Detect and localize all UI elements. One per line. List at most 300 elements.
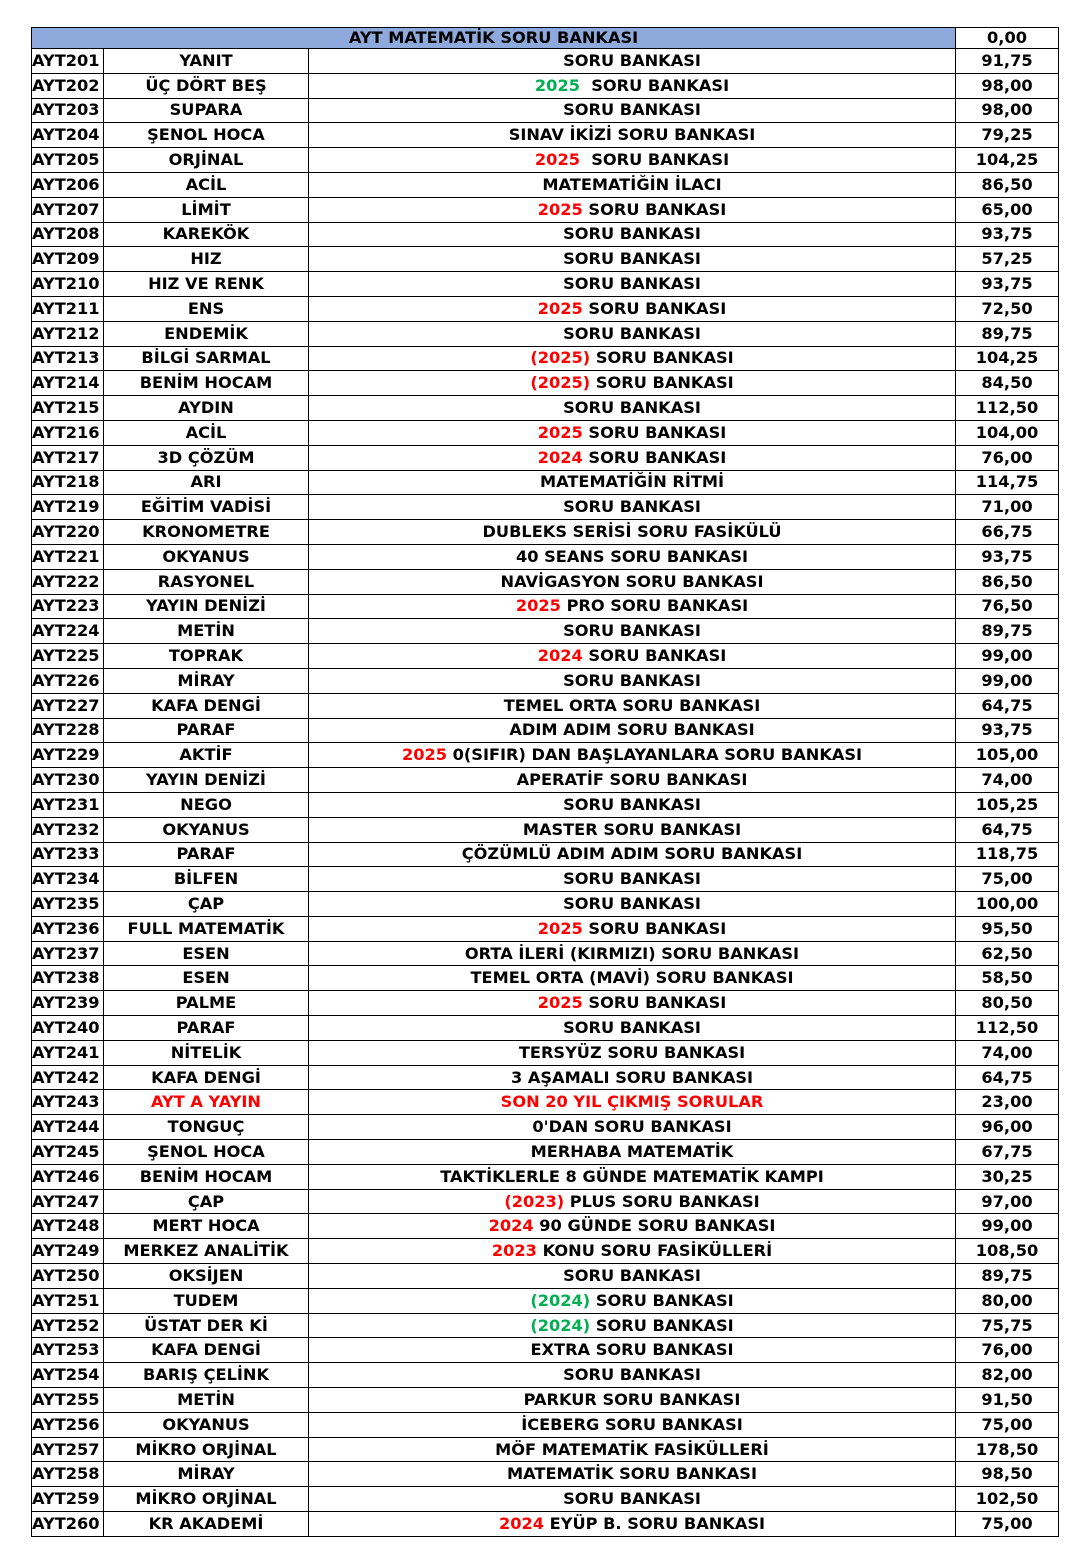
title-text: ÇÖZÜMLÜ ADIM ADIM SORU BANKASI <box>461 844 803 864</box>
book-code-cell: AYT232 <box>32 817 104 842</box>
publisher-cell: PARAF <box>104 718 309 743</box>
title-text: KONU SORU FASİKÜLLERİ <box>536 1241 773 1261</box>
book-title-cell <box>309 544 956 569</box>
publisher-cell: BİLGİ SARMAL <box>104 346 309 371</box>
publisher-cell: HIZ <box>104 247 309 272</box>
table-row <box>32 544 1059 569</box>
publisher-cell: MİKRO ORJİNAL <box>104 1487 309 1512</box>
price-cell: 112,50 <box>956 1016 1059 1041</box>
table-row <box>32 569 1059 594</box>
price-cell: 99,00 <box>956 668 1059 693</box>
table-row <box>32 619 1059 644</box>
publisher-cell: METİN <box>104 619 309 644</box>
book-title-cell <box>309 966 956 991</box>
book-code-cell: AYT204 <box>32 123 104 148</box>
book-code-cell: AYT256 <box>32 1412 104 1437</box>
title-text: SORU BANKASI <box>563 621 701 641</box>
title-year-highlight: 2025 <box>537 199 583 219</box>
title-year-highlight: (2025) <box>530 373 591 393</box>
title-text: 3 AŞAMALI SORU BANKASI <box>510 1067 754 1087</box>
title-text: SORU BANKASI <box>563 497 701 517</box>
title-text: TEMEL ORTA (MAVİ) SORU BANKASI <box>470 968 794 988</box>
book-code-cell: AYT239 <box>32 991 104 1016</box>
book-code-cell: AYT225 <box>32 644 104 669</box>
table-row <box>32 594 1059 619</box>
title-text: SINAV İKİZİ SORU BANKASI <box>508 125 756 145</box>
book-title-cell <box>309 842 956 867</box>
book-code-cell: AYT207 <box>32 197 104 222</box>
publisher-cell: ENDEMİK <box>104 321 309 346</box>
book-title-cell <box>309 1487 956 1512</box>
book-code-cell: AYT238 <box>32 966 104 991</box>
table-row <box>32 1016 1059 1041</box>
book-code-cell: AYT254 <box>32 1363 104 1388</box>
book-code-cell: AYT213 <box>32 346 104 371</box>
table-row <box>32 172 1059 197</box>
publisher-cell: BARIŞ ÇELİNK <box>104 1363 309 1388</box>
price-cell: 74,00 <box>956 768 1059 793</box>
title-text: SORU BANKASI <box>582 298 727 318</box>
price-cell: 98,00 <box>956 73 1059 98</box>
title-text: SORU BANKASI <box>563 398 701 418</box>
book-title-cell <box>309 445 956 470</box>
table-row <box>32 941 1059 966</box>
title-text: TERSYÜZ SORU BANKASI <box>518 1042 746 1062</box>
publisher-cell: BİLFEN <box>104 867 309 892</box>
table-row <box>32 1040 1059 1065</box>
book-code-cell: AYT216 <box>32 420 104 445</box>
publisher-cell: ŞENOL HOCA <box>104 123 309 148</box>
book-code-cell: AYT237 <box>32 941 104 966</box>
price-cell: 89,75 <box>956 619 1059 644</box>
price-cell: 95,50 <box>956 916 1059 941</box>
price-cell: 98,50 <box>956 1462 1059 1487</box>
book-title-cell <box>309 941 956 966</box>
price-cell: 64,75 <box>956 817 1059 842</box>
table-row <box>32 420 1059 445</box>
title-text: SORU BANKASI <box>590 1290 734 1310</box>
price-cell: 79,25 <box>956 123 1059 148</box>
table-row <box>32 1214 1059 1239</box>
publisher-cell: NEGO <box>104 792 309 817</box>
book-code-cell: AYT236 <box>32 916 104 941</box>
book-title-cell <box>309 743 956 768</box>
book-code-cell: AYT230 <box>32 768 104 793</box>
publisher-cell: METİN <box>104 1388 309 1413</box>
header-price-cell: 0,00 <box>956 28 1059 49</box>
book-title-cell <box>309 1288 956 1313</box>
publisher-cell: KRONOMETRE <box>104 520 309 545</box>
title-text: 0'DAN SORU BANKASI <box>532 1117 732 1137</box>
title-text: SORU BANKASI <box>563 50 701 70</box>
book-code-cell: AYT211 <box>32 296 104 321</box>
table-row <box>32 321 1059 346</box>
price-cell: 75,75 <box>956 1313 1059 1338</box>
book-code-cell: AYT246 <box>32 1164 104 1189</box>
title-year-highlight: 2023 <box>491 1241 537 1261</box>
price-list-table <box>31 27 1059 1537</box>
title-text: 90 GÜNDE SORU BANKASI <box>533 1216 776 1236</box>
book-code-cell: AYT228 <box>32 718 104 743</box>
book-title-cell <box>309 693 956 718</box>
title-year-highlight: 2025 <box>537 298 583 318</box>
book-code-cell: AYT253 <box>32 1338 104 1363</box>
price-list-body <box>32 28 1059 1537</box>
table-row <box>32 817 1059 842</box>
table-row <box>32 148 1059 173</box>
table-row <box>32 792 1059 817</box>
table-row <box>32 470 1059 495</box>
publisher-cell: MERKEZ ANALİTİK <box>104 1239 309 1264</box>
title-text: EXTRA SORU BANKASI <box>530 1340 734 1360</box>
title-year-highlight: 2025 <box>534 150 580 170</box>
book-title-cell <box>309 1512 956 1537</box>
table-row <box>32 272 1059 297</box>
table-row <box>32 1313 1059 1338</box>
table-row <box>32 693 1059 718</box>
table-row <box>32 1140 1059 1165</box>
table-row <box>32 296 1059 321</box>
publisher-cell: ENS <box>104 296 309 321</box>
table-row <box>32 1065 1059 1090</box>
title-text: SORU BANKASI <box>563 893 701 913</box>
price-cell: 76,50 <box>956 594 1059 619</box>
book-code-cell: AYT240 <box>32 1016 104 1041</box>
price-cell: 76,00 <box>956 445 1059 470</box>
publisher-cell: EĞİTİM VADİSİ <box>104 495 309 520</box>
book-code-cell: AYT229 <box>32 743 104 768</box>
title-year-highlight: 2024 <box>498 1513 545 1533</box>
title-text: PRO SORU BANKASI <box>560 596 749 616</box>
title-text: MERHABA MATEMATİK <box>530 1141 734 1161</box>
book-code-cell: AYT226 <box>32 668 104 693</box>
publisher-cell: TUDEM <box>104 1288 309 1313</box>
price-cell: 93,75 <box>956 544 1059 569</box>
book-code-cell: AYT248 <box>32 1214 104 1239</box>
title-text: ADIM ADIM SORU BANKASI <box>509 720 755 740</box>
book-code-cell: AYT224 <box>32 619 104 644</box>
publisher-cell: KR AKADEMİ <box>104 1512 309 1537</box>
title-text: NAVİGASYON SORU BANKASI <box>500 571 764 591</box>
publisher-cell: ÜÇ DÖRT BEŞ <box>104 73 309 98</box>
book-title-cell <box>309 1214 956 1239</box>
book-code-cell: AYT245 <box>32 1140 104 1165</box>
publisher-cell: 3D ÇÖZÜM <box>104 445 309 470</box>
price-cell: 100,00 <box>956 892 1059 917</box>
title-text: SORU BANKASI <box>590 373 734 393</box>
title-year-highlight: 2025 <box>537 993 583 1013</box>
table-row <box>32 1512 1059 1537</box>
publisher-cell: ARI <box>104 470 309 495</box>
book-code-cell: AYT215 <box>32 396 104 421</box>
publisher-cell: ÇAP <box>104 1189 309 1214</box>
book-code-cell: AYT250 <box>32 1264 104 1289</box>
book-title-cell <box>309 148 956 173</box>
book-title-cell <box>309 1313 956 1338</box>
book-code-cell: AYT247 <box>32 1189 104 1214</box>
book-title-cell <box>309 1437 956 1462</box>
title-text: SORU BANKASI <box>579 75 730 95</box>
title-year-highlight: (2024) <box>530 1315 591 1335</box>
header-row <box>32 28 1059 49</box>
table-row <box>32 644 1059 669</box>
price-cell: 64,75 <box>956 1065 1059 1090</box>
book-code-cell: AYT235 <box>32 892 104 917</box>
book-title-cell <box>309 495 956 520</box>
book-title-cell <box>309 867 956 892</box>
book-code-cell: AYT217 <box>32 445 104 470</box>
table-row <box>32 892 1059 917</box>
book-title-cell <box>309 1363 956 1388</box>
book-title-cell <box>309 1016 956 1041</box>
publisher-cell: HIZ VE RENK <box>104 272 309 297</box>
book-code-cell: AYT231 <box>32 792 104 817</box>
price-cell: 57,25 <box>956 247 1059 272</box>
title-text: MASTER SORU BANKASI <box>522 819 742 839</box>
book-title-cell <box>309 396 956 421</box>
table-row <box>32 495 1059 520</box>
price-cell: 75,00 <box>956 1412 1059 1437</box>
title-year-highlight: 2024 <box>488 1216 534 1236</box>
table-row <box>32 743 1059 768</box>
title-text: İCEBERG SORU BANKASI <box>521 1414 743 1434</box>
publisher-cell: ORJİNAL <box>104 148 309 173</box>
book-code-cell: AYT205 <box>32 148 104 173</box>
table-row <box>32 247 1059 272</box>
price-cell: 91,50 <box>956 1388 1059 1413</box>
price-cell: 93,75 <box>956 272 1059 297</box>
title-text: SORU BANKASI <box>563 274 701 294</box>
title-year-highlight: 2025 <box>537 422 583 442</box>
publisher-cell: ÜSTAT DER Kİ <box>104 1313 309 1338</box>
book-title-cell <box>309 1412 956 1437</box>
book-title-cell <box>309 792 956 817</box>
book-code-cell: AYT218 <box>32 470 104 495</box>
title-text: ORTA İLERİ (KIRMIZI) SORU BANKASI <box>464 943 800 963</box>
price-cell: 66,75 <box>956 520 1059 545</box>
price-cell: 104,00 <box>956 420 1059 445</box>
publisher-cell: KAFA DENGİ <box>104 1338 309 1363</box>
publisher-cell: TOPRAK <box>104 644 309 669</box>
price-cell: 86,50 <box>956 569 1059 594</box>
book-title-cell <box>309 1264 956 1289</box>
table-row <box>32 396 1059 421</box>
price-cell: 108,50 <box>956 1239 1059 1264</box>
table-row <box>32 222 1059 247</box>
title-text: 0(SIFIR) DAN BAŞLAYANLARA SORU BANKASI <box>447 745 863 765</box>
title-text: PARKUR SORU BANKASI <box>523 1389 741 1409</box>
title-text: SORU BANKASI <box>563 249 701 269</box>
title-text: SORU BANKASI <box>563 1265 701 1285</box>
price-cell: 104,25 <box>956 346 1059 371</box>
price-cell: 89,75 <box>956 1264 1059 1289</box>
book-title-cell <box>309 49 956 74</box>
price-cell: 74,00 <box>956 1040 1059 1065</box>
title-text: EYÜP B. SORU BANKASI <box>544 1513 766 1533</box>
publisher-cell: NİTELİK <box>104 1040 309 1065</box>
publisher-cell: LİMİT <box>104 197 309 222</box>
price-cell: 91,75 <box>956 49 1059 74</box>
title-text: APERATİF SORU BANKASI <box>516 770 748 789</box>
table-row <box>32 49 1059 74</box>
publisher-cell: PARAF <box>104 842 309 867</box>
book-title-cell <box>309 420 956 445</box>
book-title-cell <box>309 98 956 123</box>
table-row <box>32 867 1059 892</box>
publisher-cell: ŞENOL HOCA <box>104 1140 309 1165</box>
table-row <box>32 768 1059 793</box>
book-code-cell: AYT233 <box>32 842 104 867</box>
book-title-cell <box>309 594 956 619</box>
price-cell: 96,00 <box>956 1115 1059 1140</box>
book-code-cell: AYT210 <box>32 272 104 297</box>
book-code-cell: AYT241 <box>32 1040 104 1065</box>
title-year-highlight: 2025 <box>515 596 561 616</box>
publisher-cell: ESEN <box>104 966 309 991</box>
publisher-cell: OKYANUS <box>104 817 309 842</box>
title-text: DUBLEKS SERİSİ SORU FASİKÜLÜ <box>482 522 782 542</box>
title-text: MÖF MATEMATİK FASİKÜLLERİ <box>495 1439 769 1459</box>
title-text: TEMEL ORTA SORU BANKASI <box>503 695 761 715</box>
book-title-cell <box>309 321 956 346</box>
book-code-cell: AYT243 <box>32 1090 104 1115</box>
table-row <box>32 371 1059 396</box>
book-title-cell <box>309 520 956 545</box>
table-row <box>32 1090 1059 1115</box>
title-text: SORU BANKASI <box>582 199 727 219</box>
price-cell: 30,25 <box>956 1164 1059 1189</box>
book-title-cell <box>309 916 956 941</box>
book-title-cell <box>309 346 956 371</box>
table-row <box>32 991 1059 1016</box>
table-row <box>32 1487 1059 1512</box>
title-year-highlight: (2024) <box>530 1290 591 1310</box>
price-cell: 58,50 <box>956 966 1059 991</box>
book-title-cell <box>309 1164 956 1189</box>
title-text: SORU BANKASI <box>582 646 727 666</box>
book-code-cell: AYT260 <box>32 1512 104 1537</box>
title-text: SORU BANKASI <box>563 323 701 343</box>
title-text: SORU BANKASI <box>563 794 701 814</box>
book-code-cell: AYT244 <box>32 1115 104 1140</box>
book-title-cell <box>309 247 956 272</box>
book-code-cell: AYT208 <box>32 222 104 247</box>
book-code-cell: AYT234 <box>32 867 104 892</box>
book-code-cell: AYT221 <box>32 544 104 569</box>
price-cell: 104,25 <box>956 148 1059 173</box>
book-code-cell: AYT222 <box>32 569 104 594</box>
price-cell: 99,00 <box>956 1214 1059 1239</box>
book-title-cell <box>309 668 956 693</box>
book-code-cell: AYT209 <box>32 247 104 272</box>
book-title-cell <box>309 569 956 594</box>
title-text: SORU BANKASI <box>590 348 734 368</box>
book-title-cell <box>309 768 956 793</box>
table-row <box>32 1363 1059 1388</box>
book-title-cell <box>309 123 956 148</box>
table-row <box>32 1264 1059 1289</box>
publisher-cell: MİKRO ORJİNAL <box>104 1437 309 1462</box>
price-cell: 93,75 <box>956 222 1059 247</box>
book-title-cell <box>309 1090 956 1115</box>
sheet-title: AYT MATEMATİK SORU BANKASI <box>32 28 956 49</box>
title-year-highlight: 2025 <box>537 918 583 938</box>
table-row <box>32 718 1059 743</box>
title-text: SORU BANKASI <box>563 1017 701 1037</box>
publisher-cell: OKYANUS <box>104 1412 309 1437</box>
title-text: TAKTİKLERLE 8 GÜNDE MATEMATİK KAMPI <box>440 1166 824 1186</box>
title-year-highlight: (2025) <box>530 348 591 368</box>
table-row <box>32 1115 1059 1140</box>
price-cell: 112,50 <box>956 396 1059 421</box>
table-row <box>32 445 1059 470</box>
publisher-cell: ACİL <box>104 420 309 445</box>
book-code-cell: AYT251 <box>32 1288 104 1313</box>
table-row <box>32 1338 1059 1363</box>
publisher-cell: AYDIN <box>104 396 309 421</box>
publisher-cell: YAYIN DENİZİ <box>104 768 309 793</box>
book-code-cell: AYT212 <box>32 321 104 346</box>
book-title-cell <box>309 1388 956 1413</box>
book-code-cell: AYT223 <box>32 594 104 619</box>
book-code-cell: AYT203 <box>32 98 104 123</box>
table-row <box>32 1412 1059 1437</box>
price-cell: 86,50 <box>956 172 1059 197</box>
table-row <box>32 123 1059 148</box>
book-code-cell: AYT242 <box>32 1065 104 1090</box>
price-cell: 93,75 <box>956 718 1059 743</box>
title-text: SORU BANKASI <box>582 993 727 1013</box>
publisher-cell: YANIT <box>104 49 309 74</box>
book-title-cell <box>309 272 956 297</box>
price-cell: 114,75 <box>956 470 1059 495</box>
book-code-cell: AYT219 <box>32 495 104 520</box>
book-title-cell <box>309 817 956 842</box>
price-cell: 105,25 <box>956 792 1059 817</box>
title-year-highlight: 2025 <box>534 75 580 95</box>
title-text: MATEMATİĞİN İLACI <box>542 174 722 194</box>
price-cell: 75,00 <box>956 1512 1059 1537</box>
book-title-cell <box>309 1115 956 1140</box>
publisher-cell: AKTİF <box>104 743 309 768</box>
publisher-cell: ACİL <box>104 172 309 197</box>
title-text: SORU BANKASI <box>582 422 727 442</box>
title-text: SORU BANKASI <box>590 1315 734 1335</box>
table-row <box>32 1239 1059 1264</box>
book-title-cell <box>309 644 956 669</box>
table-row <box>32 197 1059 222</box>
book-title-cell <box>309 718 956 743</box>
table-row <box>32 520 1059 545</box>
book-title-cell <box>309 470 956 495</box>
price-cell: 23,00 <box>956 1090 1059 1115</box>
table-row <box>32 73 1059 98</box>
price-cell: 62,50 <box>956 941 1059 966</box>
book-title-cell <box>309 1338 956 1363</box>
book-title-cell <box>309 619 956 644</box>
price-cell: 67,75 <box>956 1140 1059 1165</box>
price-cell: 105,00 <box>956 743 1059 768</box>
publisher-cell: MİRAY <box>104 668 309 693</box>
table-row <box>32 1288 1059 1313</box>
book-title-cell <box>309 991 956 1016</box>
book-title-cell <box>309 1462 956 1487</box>
price-cell: 89,75 <box>956 321 1059 346</box>
table-row <box>32 1164 1059 1189</box>
price-cell: 178,50 <box>956 1437 1059 1462</box>
table-row <box>32 668 1059 693</box>
book-code-cell: AYT201 <box>32 49 104 74</box>
